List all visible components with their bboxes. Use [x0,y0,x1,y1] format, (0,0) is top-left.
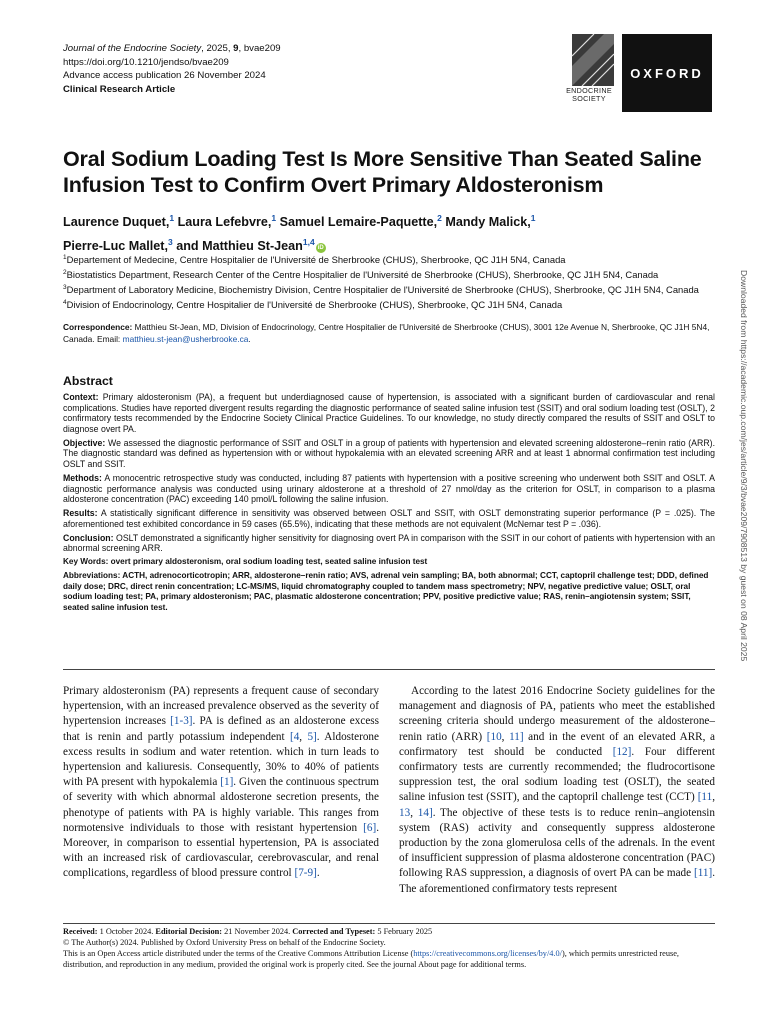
body-column-left [63,684,379,882]
author[interactable] [178,215,277,229]
society-wordmark-line1: ENDOCRINE [566,86,612,95]
affiliation-marker[interactable]: 1,4 [302,237,315,248]
affiliation-number: 1 [63,254,67,261]
body-text: . Given the continuous spectrum of severity with which abnormal aldosterone secretion presents, the phenotype of patients with PA is highly variable. This ranges from normotensive individuals to those with resistant hypertension [63,776,379,834]
abstract-methods [63,473,715,505]
license [63,948,718,970]
received-date: 1 October 2024. [97,927,156,936]
section-label: Results: [63,508,98,519]
citation-link[interactable]: [1] [220,776,234,789]
affiliation-marker[interactable]: 3 [167,237,173,248]
affiliation [63,282,728,297]
citation-link[interactable]: 11] [509,730,524,743]
affiliation-number: 2 [63,268,67,276]
body-text: , [410,806,418,819]
orcid-icon[interactable]: iD [317,245,324,252]
affiliation-number: 4 [63,298,67,306]
section-label: Methods: [63,472,102,483]
body-column-right [399,684,715,897]
society-wordmark-line2: SOCIETY [572,94,606,103]
body-text: . Four different confirmatory tests are currently recommended; the fludrocortisone suppression test, the oral sodium loading test (OSLT), the seated saline infusion test (SSIT), and the captopril challenge test (CCT) [399,745,715,804]
correspondence [63,322,728,345]
body-text: . The aforementioned confirmatory tests represent [399,867,715,895]
affiliation-marker[interactable]: 2 [437,213,442,223]
correspondence-label: Correspondence: [63,322,133,332]
download-watermark-text: Downloaded from https://academic.oup.com/jes/article/9/3/bvae209/7908513 by guest on 08 April 2025 [739,270,749,662]
keywords-label: Key Words: [63,557,109,567]
citation-link[interactable]: 13 [399,806,411,819]
email-link[interactable]: matthieu.st-jean@usherbrooke.ca [122,333,249,344]
abstract [63,374,715,617]
license-link[interactable]: https://creativecommons.org/licenses/by/4.0/ [413,949,562,958]
citation-link[interactable]: [1-3] [170,715,193,728]
journal-year: , 2025, [201,43,234,54]
section-text: We assessed the diagnostic performance of SSIT and OSLT in a group of patients with hypertension and elevated screening aldosterone–renin ratio (ARR). The diagnostic standard was defined as hypertension with or without hypokalemia with an elevated screening ARR and at least 1 abnormal confirmation test including OSLT and SSIT. [63,437,715,469]
article-title: Oral Sodium Loading Test Is More Sensitive Than Seated Saline Infusion Test to Confirm Overt Primary Aldosteronism [63,147,702,197]
author-name: Laura Lefebvre, [177,215,272,230]
affiliation [63,267,728,282]
keywords-text: overt primary aldosteronism, oral sodium loading test, seated saline infusion test [108,557,428,567]
section-text: A statistically significant difference in sensitivity was observed between OSLT and SSIT, with OSLT demonstrating superior performance (P = .025). The aforementioned test exhibited concordance in 59 cases (65.5%), indicating that these methods are not equivalent (McNemar test P = .036). [63,508,715,529]
body-text: and in the event of an elevated ARR, a confirmatory test should be conducted [399,730,716,758]
journal-volume: 9 [233,43,239,54]
abstract-objective [63,438,715,470]
abbreviations-text: ACTH, adrenocorticotropin; ARR, aldosterone–renin ratio; AVS, adrenal vein sampling; BA, both abnormal; CCT, captopril challenge test; DDD, defined daily dose; DRC, direct renin concentration; LC-MS/MS, liquid chromatography coupled to tandem mass spectrometry; NPV, negative predictive value; OSLT, oral sodium loading test; PA, primary aldosteronism; PAC, plasmatic aldosterone concentration; PPV, positive predictive value; RAS, renin–angiotensin system; SSIT, seated saline infusion test. [63,571,709,613]
abstract-conclusion [63,533,715,554]
body-text: Primary aldosteronism (PA) represents a frequent cause of secondary hypertension, with an increased prevalence observed as the severity of hypertension increases [63,685,379,728]
affiliation [63,252,728,267]
journal-citation [63,42,463,56]
author[interactable] [280,215,442,229]
section-label: Context: [63,392,99,402]
citation-link[interactable]: [10 [486,730,502,743]
section-text: Primary aldosteronism (PA), a frequent but underdiagnosed cause of hypertension, is associated with a significant burden of cardiovascular and renal complications. Studies have reported divergent results regarding the diagnostic performance of seated saline infusion test (SSIT) and oral sodium loading test (OSLT), 2 confirmatory tests recommended by the Endocrine Society Clinical Practice Guidelines. To our knowledge, no study directly compared the results of SSIT and OSLT to diagnose overt PA. [63,392,715,434]
citation-link[interactable]: [12] [612,745,632,758]
affiliation [63,297,728,312]
endocrine-society-emblem-icon [560,34,615,86]
affiliations [63,252,728,312]
body-text: . PA is defined as an aldosterone excess that is renin and partly potassium independent [63,715,379,743]
abbreviations [63,571,715,613]
body-text: , [712,791,715,804]
body-text: . The objective of these tests is to reduce renin–angiotensin system (RAS) activity and consequently suppress aldosterone production by the zona glomerulosa cells of the adrenals. In the event of insufficient suppression of plasma aldosterone concentration (PAC) following RAS suppression, a diagnosis of overt PA can be made [399,806,715,880]
decision-date: 21 November 2024. [222,927,293,936]
advance-access: Advance access publication 26 November 2024 [63,70,266,81]
author-name: Pierre-Luc Mallet, [63,239,168,254]
affiliation-marker[interactable]: 1 [169,213,175,223]
section-label: Objective: [63,437,106,448]
author-name: Samuel Lemaire-Paquette, [279,215,438,230]
abbreviations-label: Abbreviations: [63,571,121,581]
citation-link[interactable]: [11 [697,791,713,804]
body-text: , [501,730,510,743]
doi-link[interactable]: https://doi.org/10.1210/jendso/bvae209 [63,56,229,68]
body-text: According to the latest 2016 Endocrine Society guidelines for the management and diagnosis of PA, patients who meet the established screening criteria should undergo measurement of the aldosterone–renin ratio (ARR) [399,685,715,743]
author-list [63,208,723,256]
citation-link[interactable]: [6] [363,821,377,834]
author-name: Mandy Malick, [445,215,531,230]
article-dates [63,926,718,937]
affiliation-text: Department of Laboratory Medicine, Biochemistry Division, Centre Hospitalier de l'Université de Sherbrooke (CHUS), Sherbrooke, QC J1H 5N4, Canada [66,283,699,295]
body-text: . Aldosterone excess results in sodium and water retention. which in turn leads to hypertension and kaliuresis. Consequently, 30% to 40% of patients with PA present with hypokalemia [63,730,379,789]
publisher-logos [560,34,712,114]
author-name: and Matthieu St-Jean [176,239,303,254]
affiliation-number: 3 [63,283,67,291]
decision-label: Editorial Decision: [155,927,223,936]
article-footer [63,926,718,970]
correspondence-end: . [248,333,251,344]
correspondence-text: Matthieu St-Jean, MD, Division of Endocrinology, Centre Hospitalier de l'Université de Sherbrooke (CHUS), 3001 12e Avenue N, Sherbrooke, QC J1H 5N4, Canada. Email: [63,322,710,344]
endocrine-society-wordmark [560,87,618,103]
keywords [63,557,715,568]
divider [63,669,715,670]
license-text-end: ), which permits unrestricted reuse, distribution, and reproduction in any medium, provided the original work is properly cited. See the journal About page for additional terms. [63,949,679,969]
abstract-results [63,508,715,529]
typeset-label: Corrected and Typeset: [292,927,376,936]
citation-link[interactable]: 5] [307,730,317,743]
body-text: , [299,730,308,743]
article-id: , bvae209 [238,43,281,54]
author[interactable] [445,215,535,229]
copyright: © The Author(s) 2024. Published by Oxford University Press on behalf of the Endocrine Society. [63,938,386,947]
journal-name: Journal of the Endocrine Society [63,43,202,54]
download-watermark [738,270,752,760]
citation-link[interactable]: [11] [693,867,713,880]
affiliation-marker[interactable]: 1 [271,213,277,223]
article-header [63,42,463,96]
divider [63,923,715,924]
license-text: This is an Open Access article distributed under the terms of the Creative Commons Attribution License ( [63,949,414,958]
abstract-context [63,392,715,434]
affiliation-marker[interactable]: 1 [530,213,536,223]
section-label: Conclusion: [63,532,114,543]
oxford-logo[interactable]: OXFORD [622,34,712,112]
body-text: . Moreover, in comparison to essential hypertension, PA is associated with an increased risk of cardiovascular, cerebrovascular, and renal complications, regardless of blood pressure control [63,821,379,880]
section-text: A monocentric retrospective study was conducted, including 87 patients with hypertension with a positive screening who underwent both SSIT and OSLT. A diagnostic performance analysis was conducted using urinary aldosterone at a threshold of 27 nmol/day as the criterion for OSLT, in comparison to a plasma aldosterone concentration (PAC) exceeding 140 pmol/L following the saline infusion. [63,472,715,505]
article-type: Clinical Research Article [63,83,176,95]
typeset-date: 5 February 2025 [375,927,433,936]
affiliation-text: Departement of Medecine, Centre Hospitalier de l'Université de Sherbrooke (CHUS), Sherbrooke, QC J1H 5N4, Canada [66,254,566,266]
citation-link[interactable]: 14] [417,806,433,819]
affiliation-text: Biostatistics Department, Research Center of the Centre Hospitalier de l'Université de Sherbrooke (CHUS), Sherbrooke, QC J1H 5N4, Canada [66,269,659,281]
body-text: . [316,867,320,880]
author[interactable] [63,215,174,229]
received-label: Received: [63,927,98,936]
affiliation-text: Division of Endocrinology, Centre Hospitalier de l'Université de Sherbrooke (CHUS), Sherbrooke, QC J1H 5N4, Canada [66,298,563,310]
abstract-heading: Abstract [63,374,113,388]
citation-link[interactable]: [7-9] [294,867,317,880]
section-text: OSLT demonstrated a significantly higher sensitivity for diagnosing overt PA in comparison with the SSIT in our cohort of patients with hypertension with an abnormal screening ARR. [63,532,715,554]
citation-link[interactable]: [4 [289,730,300,743]
author-name: Laurence Duquet, [63,215,170,230]
